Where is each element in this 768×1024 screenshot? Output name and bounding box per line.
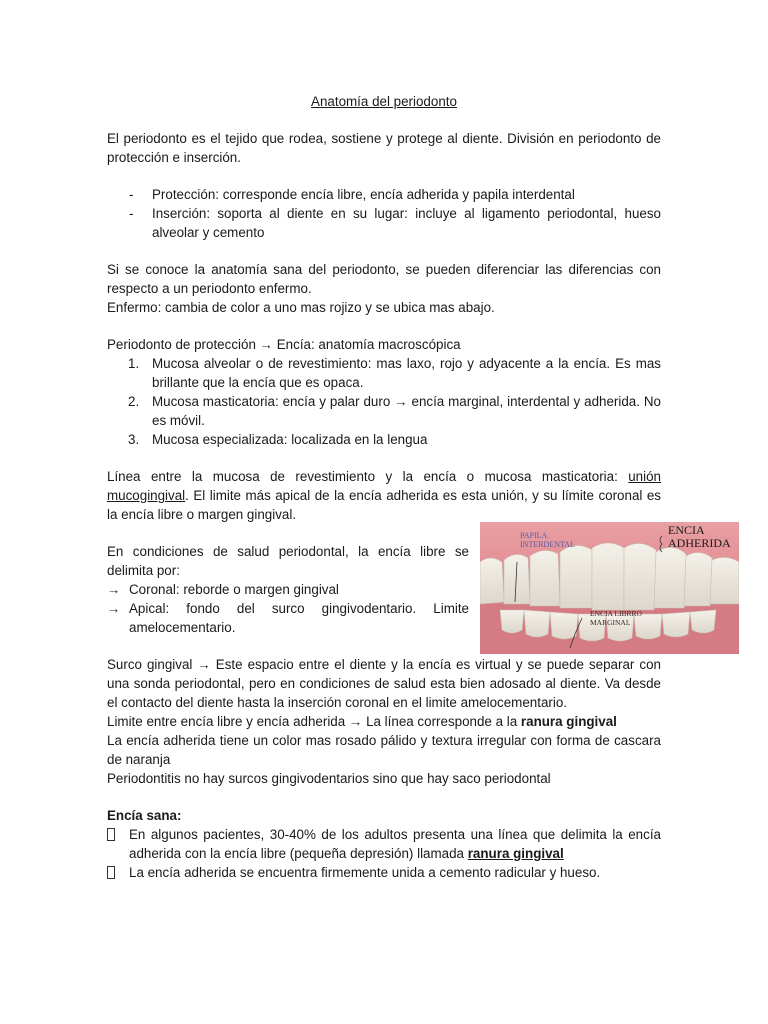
linea-paragraph: Línea entre la mucosa de revestimiento y la encía o mucosa masticatoria: unión mucogingival. El limite más apical de la encía adherida es esta unión, y su límite coronal es la encía libre o margen gingival. (107, 469, 661, 522)
limite-paragraph: Limite entre encía libre y encía adherida → La línea corresponde a la ranura gingival (107, 714, 617, 729)
divisions-list (107, 185, 661, 242)
delimita-section (107, 542, 469, 637)
label-papila-interdental: PAPILA INTERDENTAL (520, 531, 575, 549)
healthy-paragraph: Si se conoce la anatomía sana del periodonto, se pueden diferenciar las diferencias con respecto a un periodonto enfermo. (107, 262, 661, 296)
periodontitis-paragraph: Periodontitis no hay surcos gingivodentarios sino que hay saco periodontal (107, 771, 551, 786)
list-item: En algunos pacientes, 30-40% de los adultos presenta una línea que delimita la encía adherida con la encía libre (pequeña depresión) llamada ranura gingival (107, 825, 661, 863)
list-item: 2. Mucosa masticatoria: encía y palar duro → encía marginal, interdental y adherida. No es móvil. (128, 394, 661, 428)
bullet-box-icon (107, 866, 115, 879)
arrow-icon: → (259, 337, 274, 352)
arrow-icon: → (348, 714, 363, 729)
surco-paragraph: Surco gingival → Este espacio entre el diente y la encía es virtual y se puede separar con una sonda periodontal, pero en condiciones de salud esta bien adosado al diente. Va desde el contacto del diente hasta la inserción coronal en el limite amelocementario. (107, 657, 661, 710)
sana-heading: Encía sana: (107, 808, 182, 823)
sick-paragraph: Enfermo: cambia de color a uno mas rojizo y se ubica mas abajo. (107, 300, 495, 315)
list-item: - Protección: corresponde encía libre, encía adherida y papila interdental (107, 185, 661, 204)
list-item: → Coronal: reborde o margen gingival (107, 582, 339, 597)
label-encia-adherida: ENCIA ADHERIDA (668, 523, 731, 550)
protection-heading: Periodonto de protección → Encía: anatomía macroscópica (107, 337, 461, 352)
term-ranura-gingival: ranura gingival (520, 714, 617, 729)
list-item: 3. Mucosa especializada: localizada en la lengua (128, 432, 428, 447)
bullet-box-icon (107, 828, 115, 841)
list-item: - Inserción: soporta al diente en su lugar: incluye al ligamento periodontal, hueso alveolar y cemento (107, 204, 661, 242)
intro-paragraph: El periodonto es el tejido que rodea, sostiene y protege al diente. División en periodonto de protección e inserción. (107, 131, 661, 165)
adherida-paragraph: La encía adherida tiene un color mas rosado pálido y textura irregular con forma de cascara de naranja (107, 733, 661, 767)
mucosa-list (107, 354, 661, 449)
list-item: 1. Mucosa alveolar o de revestimiento: mas laxo, rojo y adyacente a la encía. Es mas brillante que la encía que es opaca. (128, 356, 661, 390)
arrow-icon: → (107, 582, 121, 597)
term-ranura-gingival: ranura gingival (467, 846, 564, 861)
arrow-icon: → (107, 601, 121, 616)
page-title: Anatomía del periodonto (311, 94, 457, 109)
arrow-icon: → (394, 394, 408, 409)
teeth-photo (480, 522, 739, 654)
arrow-icon: → (197, 657, 211, 672)
list-item: → Apical: fondo del surco gingivodentario. Limite amelocementario. (107, 601, 469, 635)
delimita-intro: En condiciones de salud periodontal, la encía libre se delimita por: (107, 544, 469, 578)
term-union-mucogingival: unión mucogingival (107, 469, 661, 503)
label-encia-libre-marginal: ENCIA LIBRRO MARGINAL (590, 609, 642, 627)
document-body (107, 92, 661, 882)
list-item: La encía adherida se encuentra firmemente unida a cemento radicular y hueso. (107, 863, 661, 882)
